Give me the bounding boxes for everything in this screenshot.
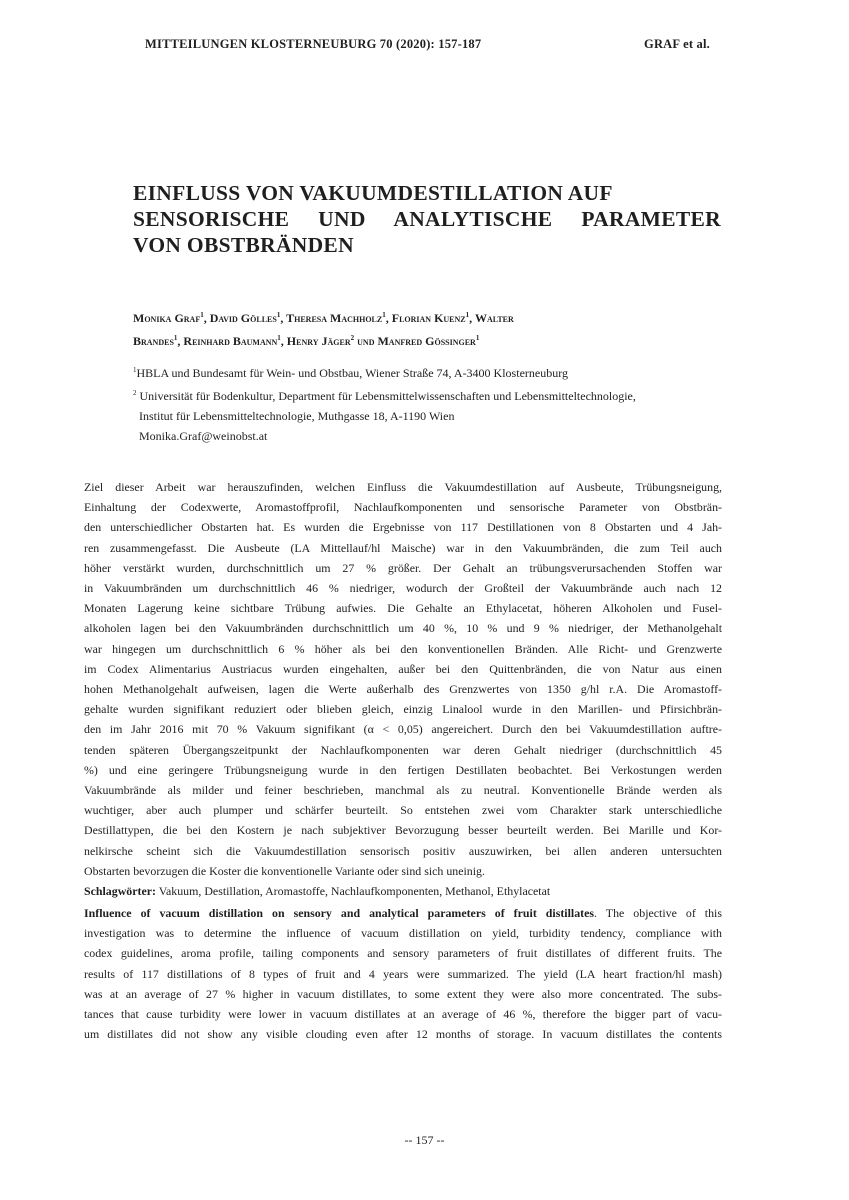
abstract-line: Vakuumbrände als milder und feiner beschrieben, manchmal als zu neutral. Konventionelle Brände werden als bbox=[84, 783, 722, 798]
abstract-german bbox=[84, 477, 722, 901]
title-line-1: EINFLUSS VON VAKUUMDESTILLATION AUF bbox=[133, 181, 613, 205]
running-head bbox=[145, 37, 710, 55]
abstract-line: im Codex Alimentarius Austriacus wurden eingehalten, außer bei den Quittenbränden, die von Natur aus einen bbox=[84, 661, 722, 676]
affiliation-marker: 1 bbox=[465, 311, 470, 319]
abstract-line: war hingegen um durchschnittlich 6 % höher als bei den konventionellen Bränden. Alle Richt- und Grenzwerte bbox=[84, 641, 722, 656]
affiliation-marker: 1 bbox=[133, 366, 137, 374]
abstract-line: Monaten Lagerung keine sichtbare Trübung aufwies. Die Gehalte an Ethylacetat, höheren Alkoholen und Fusel- bbox=[84, 601, 722, 616]
author-separator: , bbox=[280, 334, 287, 348]
abstract-line: tenden späteren Übergangszeitpunkt der Nachlaufkomponenten war deren Gehalt niedriger (durchschnittlich 45 bbox=[84, 742, 722, 757]
abstract-english bbox=[84, 903, 722, 1044]
abstract-line: höher verstärkt wurden, durchschnittlich um 27 % größer. Der Gehalt an trübungsverursachenden Stoffen war bbox=[84, 560, 722, 575]
paper-title bbox=[133, 180, 733, 258]
author-name-part: Walter bbox=[474, 311, 514, 325]
abstract-line: investigation was to determine the influence of vacuum distillation on yield, turbidity tendency, compliance with bbox=[84, 926, 722, 941]
title-line-2: SENSORISCHE UND ANALYTISCHE PARAMETER bbox=[133, 207, 721, 231]
abstract-line: codex guidelines, aroma profile, tailing components and sensory parameters of fruit distillates of different fruits. The bbox=[84, 946, 722, 961]
abstract-line: um distillates did not show any visible clouding even after 12 months of storage. In vacuum distillates the contents bbox=[84, 1027, 722, 1042]
abstract-german-body bbox=[84, 477, 722, 881]
page-number: -- 157 -- bbox=[404, 1133, 445, 1147]
abstract-line: ren zusammengefasst. Die Ausbeute (LA Mittellauf/hl Maische) war in den Vakuumbränden, die zum Teil auch bbox=[84, 540, 722, 555]
abstract-line: results of 117 distillations of 8 types of fruit and 4 years were summarized. The yield (LA heart fraction/hl mash) bbox=[84, 966, 722, 981]
abstract-english-body bbox=[84, 923, 722, 1044]
affiliation-marker: 1 bbox=[276, 311, 281, 319]
affiliation-2-continued: Institut für Lebensmitteltechnologie, Muthgasse 18, A-1190 Wien bbox=[139, 409, 455, 423]
affiliation-2: $^2$ Universität für Bodenkultur, Department für Lebensmittelwissenschaften und Lebensmitteltechnologie, bbox=[133, 389, 636, 403]
keywords-line bbox=[84, 881, 722, 901]
author-name: Henry Jäger bbox=[286, 334, 351, 348]
abstract-line: gehalte wurden signifikant reduziert oder blieben gleich, einzig Linalool wurde in den Marillen- und Pfirsichbrän- bbox=[84, 702, 722, 717]
affiliation-marker: 1 bbox=[173, 334, 178, 342]
english-title: Influence of vacuum distillation on sensory and analytical parameters of fruit distillates bbox=[84, 906, 595, 920]
abstract-line: in Vakuumbränden um durchschnittlich 46 % niedriger, wodurch der Großteil der Vakuumbrände auch nach 12 bbox=[84, 581, 722, 596]
author-name: Florian Kuenz bbox=[391, 311, 466, 325]
affiliation-marker: 1 bbox=[475, 334, 480, 342]
affiliation-marker: 2 bbox=[350, 334, 355, 342]
author-list bbox=[133, 305, 653, 351]
running-authors: GRAF et al. bbox=[644, 37, 710, 51]
abstract-line: Ziel dieser Arbeit war herauszufinden, welchen Einfluss die Vakuumdestillation auf Ausbeute, Trübungsneigung, bbox=[84, 480, 722, 494]
author-name: Monika Graf bbox=[133, 311, 201, 325]
affiliation-marker: 1 bbox=[382, 311, 386, 319]
keywords-label: Schlagwörter: bbox=[84, 884, 156, 899]
abstract-line: was at an average of 27 % higher in vacuum distillates, to some extent they were also more concentrated. The subs- bbox=[84, 986, 722, 1001]
author-separator: , bbox=[280, 311, 287, 325]
abstract-line: %) und eine geringere Trübungsneigung wurde in den fertigen Destillaten beobachtet. Bei Verkostungen werden bbox=[84, 762, 722, 777]
abstract-line: alkoholen lagen bei den Vakuumbränden durchschnittlich um 40 %, 10 % und 9 % niedriger, der Methanolgehalt bbox=[84, 621, 722, 636]
abstract-line: wuchtiger, aber auch plumper und schärfer beurteilt. So entstehen zwei vom Charakter stark unterschiedliche bbox=[84, 803, 722, 818]
author-line-1 bbox=[133, 305, 653, 328]
author-name-part: Brandes bbox=[133, 334, 174, 348]
affiliation-marker: 1 bbox=[277, 334, 281, 342]
journal-citation: MITTEILUNGEN KLOSTERNEUBURG 70 (2020): 157-187 bbox=[145, 37, 482, 51]
author-name: Theresa Machholz bbox=[286, 311, 383, 325]
abstract-english-line: Influence of vacuum distillation on sensory and analytical parameters of fruit distillates. The objective of this bbox=[84, 906, 722, 920]
title-line-3: VON OBSTBRÄNDEN bbox=[133, 233, 354, 257]
keywords: Vakuum, Destillation, Aromastoffe, Nachlaufkomponenten, Methanol, Ethylacetat bbox=[158, 884, 551, 899]
abstract-line: den im Jahr 2016 mit 70 % Vakuum signifikant (α < 0,05) angereichert. Durch den bei Vakuumdestillation auftre- bbox=[84, 722, 722, 737]
abstract-line: nelkirsche scheint sich die Vakuumdestillation sensorisch positiv auszuwirken, bei allen anderen untersuchten bbox=[84, 843, 722, 858]
affiliations bbox=[133, 360, 733, 446]
author-name: Reinhard Baumann bbox=[183, 334, 278, 348]
author-separator: , bbox=[385, 311, 392, 325]
author-line-2 bbox=[133, 328, 653, 351]
author-separator: , bbox=[469, 311, 475, 325]
affiliation-marker: 2 bbox=[133, 389, 137, 397]
abstract-line: den unterschiedlicher Obstarten hat. Es wurden die Ergebnisse von 117 Destillationen von 8 Obstarten und 4 Jah- bbox=[84, 520, 722, 535]
abstract-line: Obstarten bevorzugen die Koster die konventionelle Variante oder sind sich uneinig. bbox=[84, 863, 485, 878]
abstract-line: Einhaltung der Codexwerte, Aromastoffprofil, Nachlaufkomponenten und sensorische Parameter von Obstbrän- bbox=[84, 500, 722, 515]
abstract-line: hohen Methanolgehalt aufweisen, lagen die Werte außerhalb des Grenzwertes von 1350 g/hl r.A. Die Aromastoff- bbox=[84, 682, 722, 697]
affiliation-1: $^1$HBLA und Bundesamt für Wein- und Obstbau, Wiener Straße 74, A-3400 Klosterneuburg bbox=[133, 366, 568, 380]
author-separator: , bbox=[177, 334, 184, 348]
corresponding-email[interactable]: Monika.Graf@weinobst.at bbox=[139, 429, 268, 443]
abstract-line: Destillattypen, die bei den Kostern je nach subjektiver Bevorzugung besser beurteilt werden. Bei Marille und Kor- bbox=[84, 823, 722, 838]
author-separator: und bbox=[354, 334, 378, 348]
author-separator: , bbox=[203, 311, 210, 325]
author-name: Manfred Gössinger bbox=[377, 334, 476, 348]
affiliation-marker: 1 bbox=[200, 311, 204, 319]
abstract-line: tances that cause turbidity were lower in vacuum distillates at an average of 46 %, therefore the bigger part of vacu- bbox=[84, 1007, 722, 1022]
author-name: David Gölles bbox=[209, 311, 277, 325]
